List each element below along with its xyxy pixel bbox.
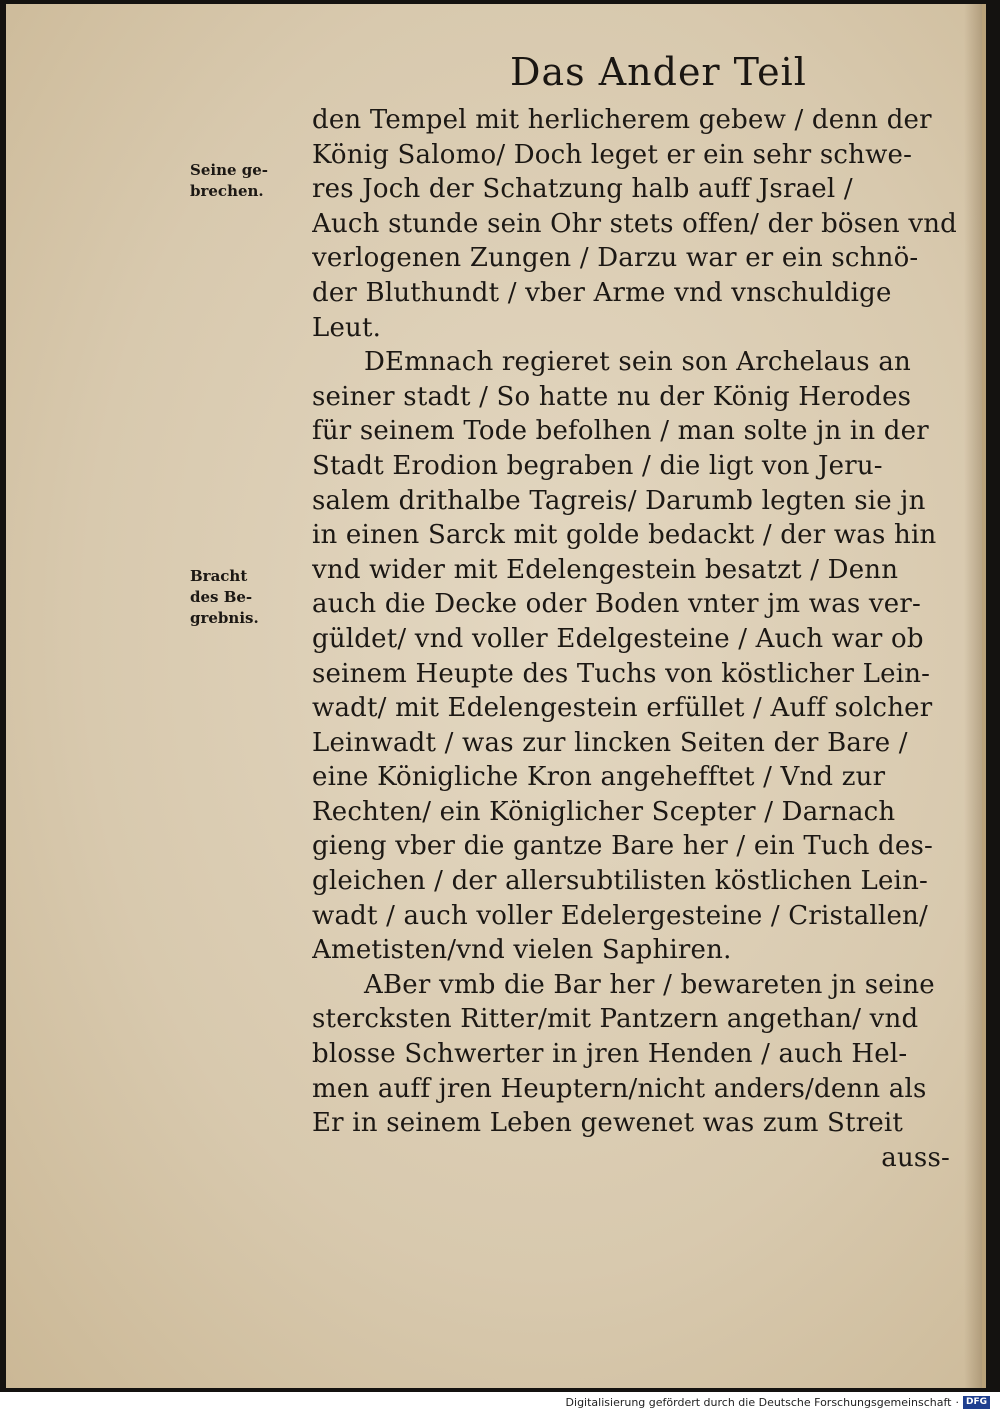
text-line: Rechten/ ein Königlicher Scepter / Darnach [312,796,896,827]
text-line: stercksten Ritter/mit Pantzern angethan/ vnd [312,1004,919,1035]
dfg-logo-icon: DFG [963,1396,990,1409]
text-line: Leut. [312,312,382,343]
text-line: in einen Sarck mit golde bedackt / der was hin [312,520,937,551]
text-line: men auff jren Heuptern/nicht anders/denn als [312,1073,927,1104]
text-line: gieng vber die gantze Bare her / ein Tuch des- [312,831,933,862]
paragraph-start-line: ABer vmb die Bar her / bewareten jn seine [364,969,935,1000]
text-line: Auch stunde sein Ohr stets offen/ der bösen vnd [312,208,958,239]
margin-note-1 [190,160,268,202]
text-line: res Joch der Schatzung halb auff Jsrael / [312,174,853,205]
text-line: seinem Heupte des Tuchs von köstlicher Lein- [312,658,931,689]
digitization-footer: Digitalisierung gefördert durch die Deutsche Forschungsgemeinschaft · DFG [566,1396,990,1409]
text-line: Stadt Erodion begraben / die ligt von Jeru- [312,450,883,481]
footer-credit: Digitalisierung gefördert durch die Deutsche Forschungsgemeinschaft [565,1396,952,1409]
text-line: seiner stadt / So hatte nu der König Herodes [312,381,912,412]
margin-note-line: Bracht [190,567,248,585]
text-line: gleichen / der allersubtilisten köstlichen Lein- [312,866,929,897]
text-line: Er in seinem Leben gewenet was zum Streit [312,1108,904,1139]
text-line: wadt/ mit Edelengestein erfüllet / Auff solcher [312,693,933,724]
text-line: eine Königliche Kron angehefftet / Vnd zur [312,762,886,793]
margin-note-2 [190,566,259,629]
text-line: Leinwadt / was zur lincken Seiten der Bare / [312,727,908,758]
text-line: verlogenen Zungen / Darzu war er ein schnö- [312,243,919,274]
text-line: güldet/ vnd voller Edelgesteine / Auch war ob [312,623,924,654]
text-line: salem drithalbe Tagreis/ Darumb legten sie jn [312,485,926,516]
running-head: Das Ander Teil [510,50,807,94]
text-line: Ametisten/vnd vielen Saphiren. [312,935,732,966]
text-line: vnd wider mit Edelengestein besatzt / Denn [312,554,899,585]
text-line: den Tempel mit herlicherem gebew / denn der [312,105,932,135]
text-line: wadt / auch voller Edelergesteine / Cristallen/ [312,900,928,931]
text-line: König Salomo/ Doch leget er ein sehr schwe- [312,139,913,170]
catchword: auss- [881,1142,950,1173]
margin-note-line: grebnis. [190,609,259,627]
body-text [312,103,980,1175]
text-line: für seinem Tode befolhen / man solte jn in der [312,416,929,447]
text-line: blosse Schwerter in jren Henden / auch Hel- [312,1039,908,1070]
margin-note-line: brechen. [190,182,264,200]
margin-note-line: Seine ge- [190,161,269,179]
text-line: der Bluthundt / vber Arme vnd vnschuldige [312,277,892,308]
margin-note-line: des Be- [190,588,253,606]
text-line: auch die Decke oder Boden vnter jm was ver- [312,589,921,620]
paragraph-start-line: DEmnach regieret sein son Archelaus an [364,347,911,378]
